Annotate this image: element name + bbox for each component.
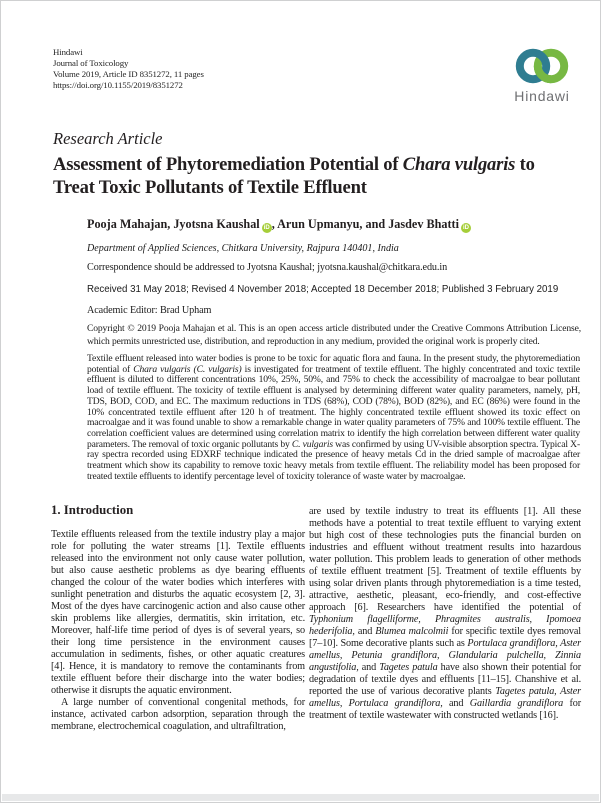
article-type-label: Research Article — [53, 129, 163, 148]
intro-text: for treatment of textile wastewater with constructed wetlands [16]. — [309, 698, 582, 721]
article-title-line2: Treat Toxic Pollutants of Textile Effluent — [53, 176, 367, 198]
author-name: Jasdev Bhatti — [388, 217, 459, 231]
intro-species-italic: Blumea malcolmii — [375, 626, 449, 637]
copyright-notice: Copyright © 2019 Pooja Mahajan et al. This is an open access article distributed under the Creative Commons Attribution License, which permits unrestricted use, distribution, and reproduction in any medium, provided the original work is properly cited. — [87, 323, 581, 347]
abstract-paragraph — [87, 354, 580, 482]
article-title — [53, 154, 583, 199]
page-bottom-edge — [2, 794, 599, 801]
journal-info-block — [53, 47, 204, 91]
author-separator: , and — [359, 217, 389, 231]
article-history-line: Received 31 May 2018; Revised 4 November 2018; Accepted 18 December 2018; Published 3 February 2019 — [87, 284, 559, 295]
intro-text: have also shown their potential for degradation of textile dyes and effluents [11–15]. Chanshive et al. reported the use of various decorative plants — [309, 662, 581, 697]
title-species-italic: Chara vulgaris — [402, 154, 516, 175]
article-title-line1 — [53, 154, 583, 177]
intro-text: are used by textile industry to treat its effluents [1]. All these methods have a potential to treat textile effluent to varying extent but high cost of these technologies puts the financial burden on industries and effluent without treatment results into hazardous water pollution. This problem leads to generation of other methods of textile effluent treatment [5]. Treatment of textile effluents by using solar driven plants through phytoremediation is a time tested, attractive, aesthetic, pleasant, eco-friendly, and cost-effective approach [6]. Researchers have identified the potential of — [309, 506, 581, 613]
orcid-icon[interactable]: iD — [462, 225, 469, 231]
intro-species-italic: Tagetes patula, Aster amellus, Portulaca grandiflora, — [309, 686, 581, 709]
intro-text: for specific textile dyes removal [7–10]. Some decorative plants such as — [309, 626, 581, 649]
abstract-text: Textile effluent released into water bodies is prone to be toxic for aquatic flora and fauna. In the present study, the phytoremediation potential of — [87, 353, 580, 375]
intro-paragraph: Textile effluents released from the textile industry play a major role for polluting the water streams [1]. Textile effluents released into the environment not only cause water pollution, but also cause aesthetic problems as dye bearing effluents changed the colour of the water bodies which interferes with sunlight penetration and disturbs the aquatic ecosystem [2, 3]. Most of the dyes have carcinogenic action and also cause other skin problems like allergies, dermatitis, skin irritation, etc. Moreover, half-life time period of dyes is of several years, so their long time persistence in the environment causes accumulation in sediments, fishes, or other aquatic creatures [4]. Hence, it is mandatory to remove the contaminants from textile effluent before their discharge into the water bodies; otherwise it disrupts the aquatic environment. — [51, 529, 305, 696]
hindawi-logo — [504, 45, 580, 104]
academic-editor-line: Academic Editor: Brad Upham — [87, 305, 212, 316]
author-byline — [87, 217, 471, 233]
intro-species-italic: Portulaca grandiflora, Aster amellus, Petunia grandiflora, Glandularia pulchella, Zinnia angustifolia, — [309, 638, 581, 673]
author-separator: , — [271, 217, 278, 231]
correspondence-email-link[interactable]: jyotsna.kaushal@chitkara.edu.in — [317, 262, 448, 273]
abstract-text: is investigated for treatment of textile effluent. The highly concentrated and toxic textile effluent is diluted to different concentrations 10%, 25%, 50%, and 75% to check the accessibility of macroalgae to bear pollutant load of textile effluent. The toxicity of textile effluent is analysed by determining different water quality parameters, namely, pH, TDS, BOD, COD, and EC. The maximum reductions in TDS (68%), COD (78%), BOD (82%), and EC (86%) were found in the 10% concentrated textile effluent after 120 h of treatment. The highly concentrated textile effluent showed its toxic effect on macroalgae and it was found unable to show a remarkable change in water quality parameters of 75% and 100% textile effluent. The correlation coefficient values are determined using correlation matrix to identify the high correlation between different water quality parameters. The removal of toxic organic pollutants by — [87, 363, 580, 450]
intro-text: and — [442, 698, 470, 709]
abstract-text: was confirmed by using UV-visible absorption spectra. Typical X-ray spectra recorded using EDXRF technique indicated the presence of heavy metals Cd in the dried sample of macroalgae after treatment which show its capability to remove toxic heavy metals from textile effluent. The reliability model has been proposed for treated textile effluents to identify percentage level of toxicity tolerance of waste water by macroalgae. — [87, 438, 581, 482]
hindawi-rings-icon — [510, 45, 574, 87]
title-text: Assessment of Phytoremediation Potential of — [53, 154, 403, 175]
affiliation-line: Department of Applied Sciences, Chitkara University, Rajpura 140401, India — [87, 243, 399, 254]
correspondence-line — [87, 262, 447, 273]
orcid-icon[interactable]: iD — [263, 225, 270, 231]
intro-text: and — [354, 626, 376, 637]
section-heading-introduction: 1. Introduction — [51, 503, 134, 517]
author-name: Pooja Mahajan — [87, 217, 168, 231]
intro-species-italic: Typhonium flagelliforme, Phragmites australis, Ipomoea hederifolia, — [309, 614, 581, 637]
abstract-species-italic: C. vulgaris — [291, 438, 333, 450]
title-text: to — [515, 154, 535, 175]
intro-text: and — [358, 662, 380, 673]
intro-species-italic: Tagetes patula — [379, 662, 438, 673]
author-name: Arun Upmanyu — [277, 217, 360, 231]
abstract-species-italic: Chara vulgaris (C. vulgaris) — [133, 363, 242, 375]
author-name: Jyotsna Kaushal — [173, 217, 260, 231]
journal-name: Journal of Toxicology — [53, 58, 129, 68]
article-id-line: Volume 2019, Article ID 8351272, 11 pages — [53, 69, 204, 79]
intro-left-column — [51, 529, 305, 733]
correspondence-text: Correspondence should be addressed to Jyotsna Kaushal; — [87, 262, 318, 273]
intro-paragraph: A large number of conventional congenital methods, for instance, activated carbon adsorption, separation through the membrane, electrochemical coagulation, and ultrafiltration, — [51, 697, 305, 732]
publisher-name: Hindawi — [53, 47, 83, 57]
intro-species-italic: Gaillardia grandiflora — [469, 698, 564, 709]
intro-right-column — [309, 506, 581, 722]
doi-link[interactable]: https://doi.org/10.1155/2019/8351272 — [53, 80, 183, 90]
author-separator: , — [167, 217, 174, 231]
hindawi-logo-text: Hindawi — [514, 88, 570, 104]
intro-paragraph — [309, 506, 581, 722]
